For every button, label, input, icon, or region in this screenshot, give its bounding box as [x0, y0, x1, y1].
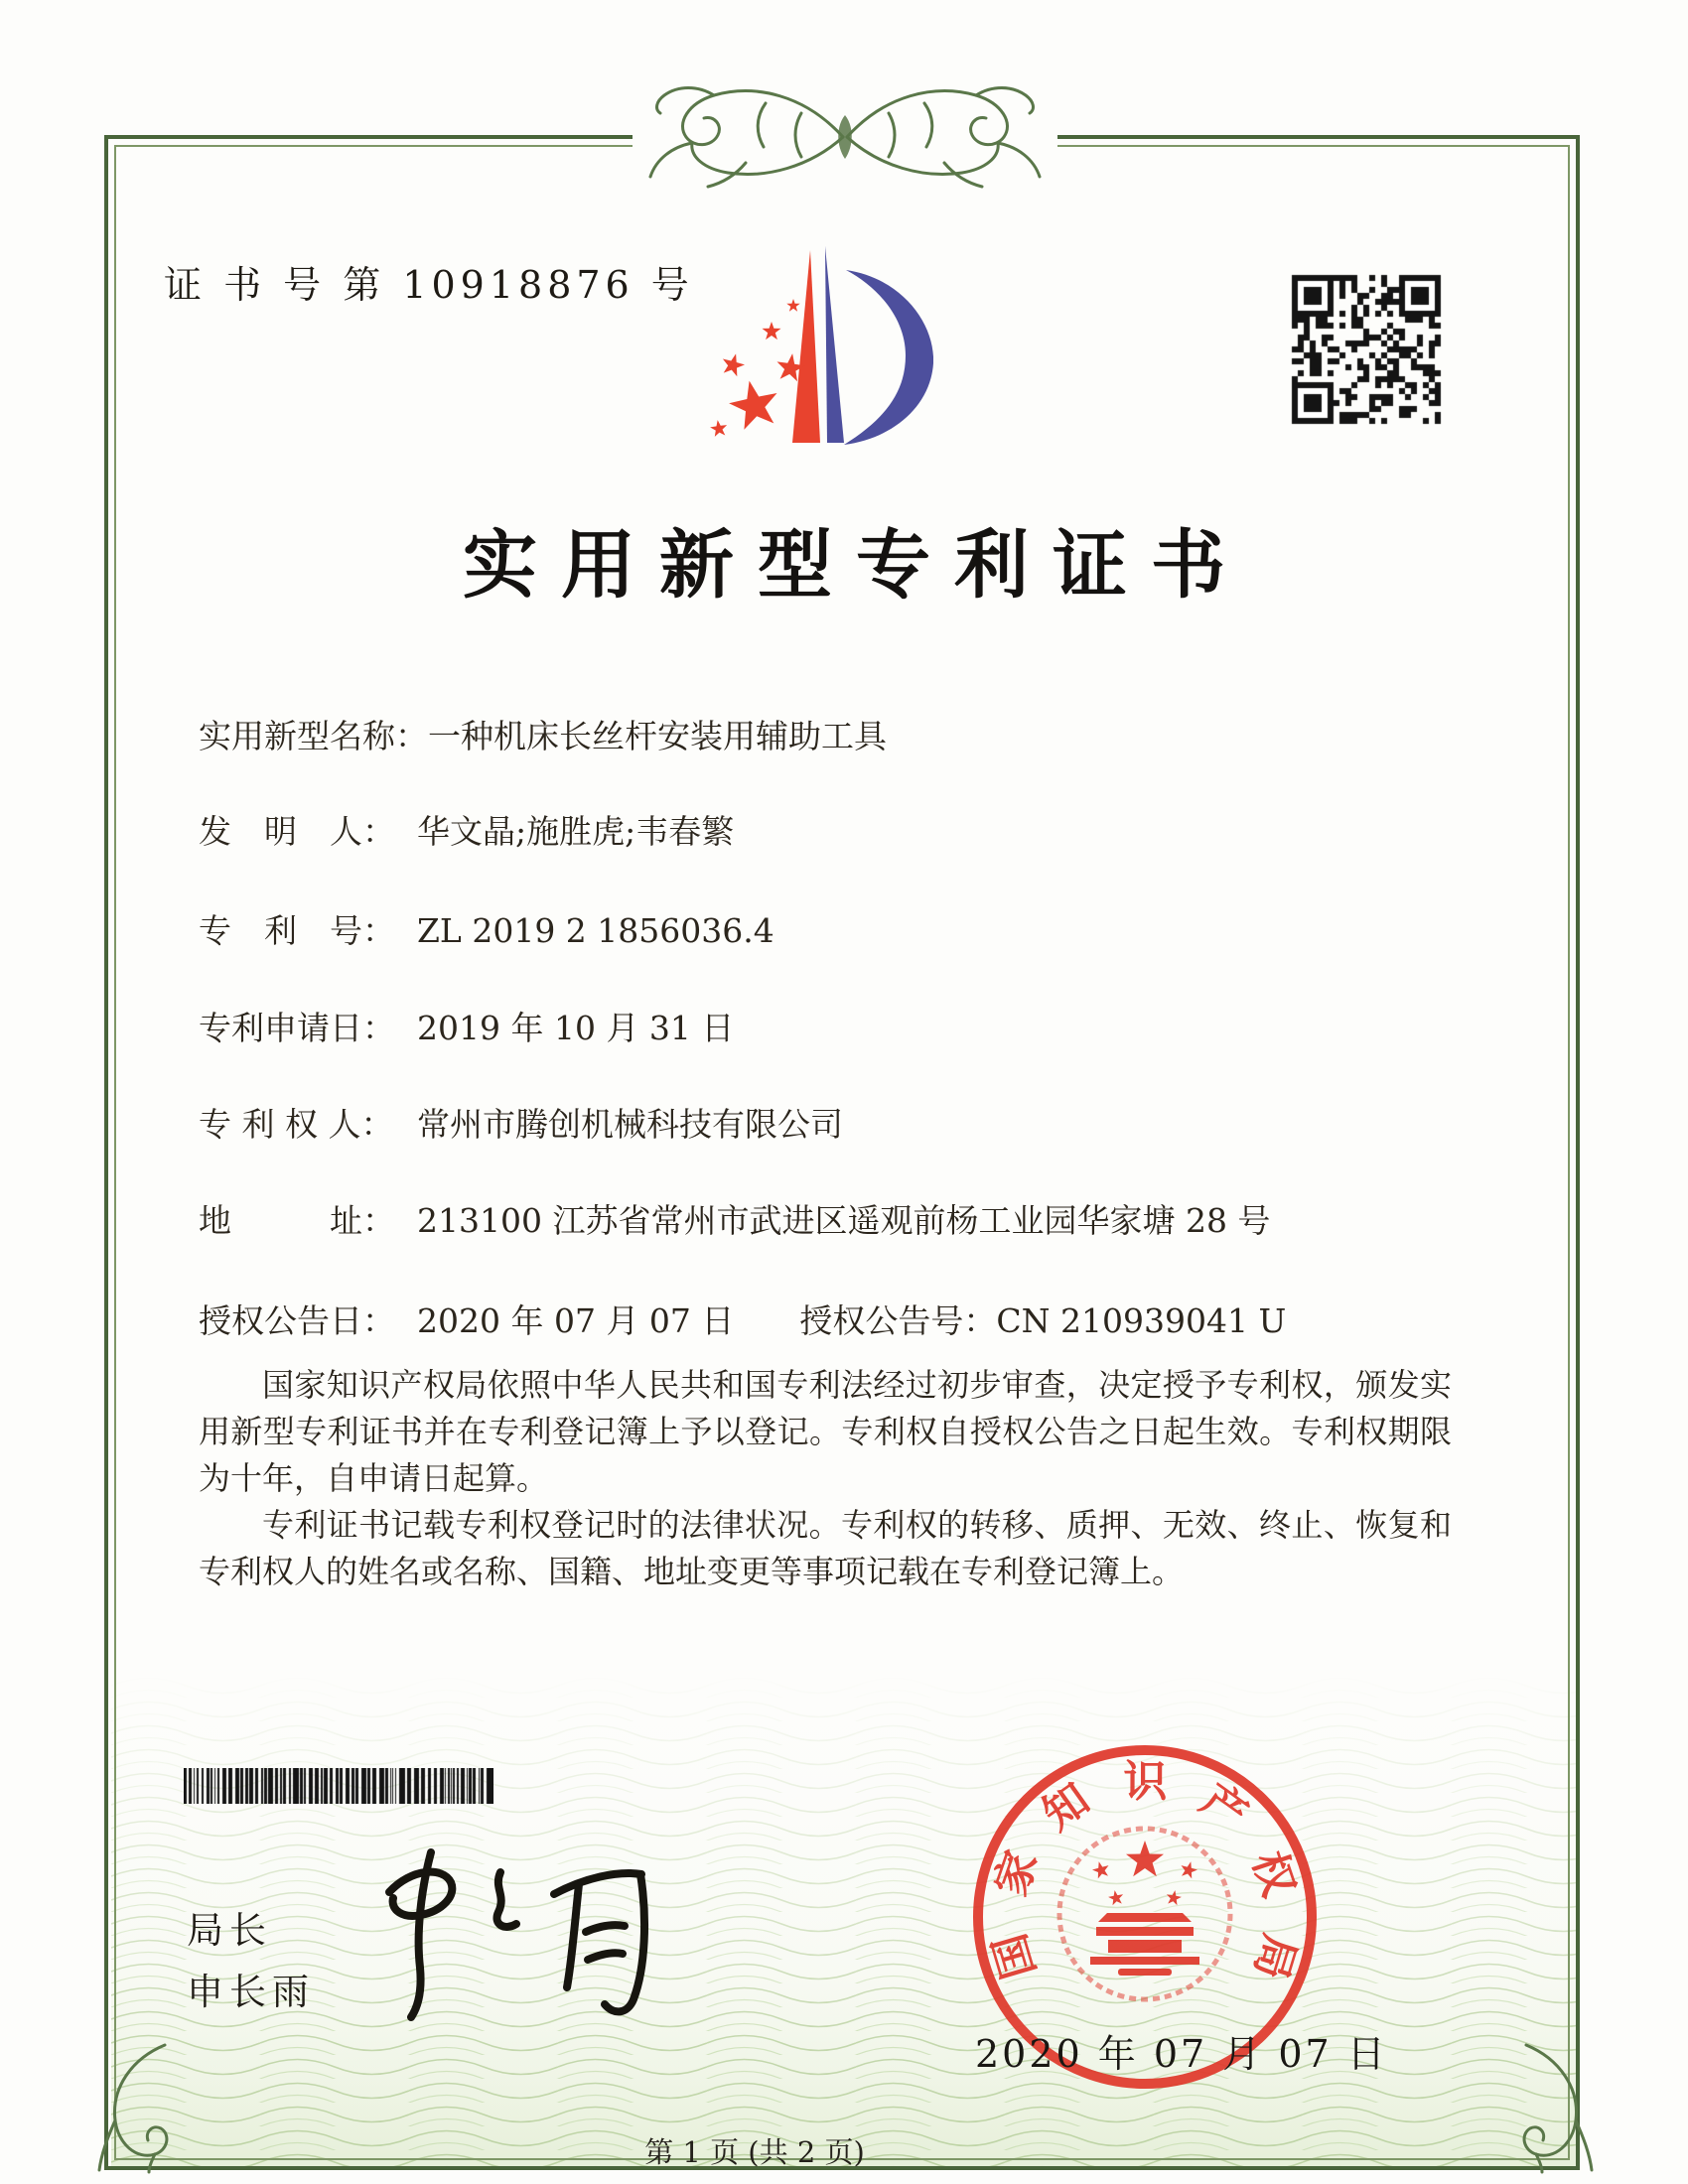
field-row-grant — [199, 1296, 1286, 1342]
field-row-utility-model-name — [199, 711, 887, 757]
field-label: 专利申请日： — [199, 1009, 395, 1047]
grant-number-value: CN 210939041 U — [996, 1301, 1287, 1340]
corner-flourish-icon — [1512, 2039, 1600, 2174]
cnipa-patent-logo-icon — [695, 244, 933, 448]
field-value: 一种机床长丝杆安装用辅助工具 — [428, 717, 887, 755]
field-label: 专 利 权 人： — [199, 1105, 394, 1144]
field-value: 2019 年 10 月 31 日 — [417, 1009, 735, 1047]
field-row-filing-date — [199, 1003, 734, 1049]
certificate-title: 实用新型专利证书 — [462, 521, 1249, 609]
field-value: 213100 江苏省常州市武进区遥观前杨工业园华家塘 28 号 — [417, 1201, 1271, 1240]
field-value: ZL 2019 2 1856036.4 — [417, 911, 774, 950]
national-emblem-icon — [1059, 1829, 1230, 1999]
field-row-patent-number — [199, 905, 774, 952]
field-value: 常州市腾创机械科技有限公司 — [417, 1105, 843, 1144]
barcode — [184, 1768, 493, 1804]
field-label: 专 利 号： — [199, 911, 395, 950]
grant-number-label: 授权公告号： — [799, 1301, 997, 1340]
field-row-address — [199, 1195, 1270, 1242]
certificate-number: 证 书 号 第 10918876 号 — [164, 263, 694, 307]
commissioner-signature — [350, 1839, 657, 2037]
body-paragraph: 专利证书记载专利权登记时的法律状况。专利权的转移、质押、无效、终止、恢复和专利权人的姓名或名称、国籍、地址变更等事项记载在专利登记簿上。 — [199, 1506, 1452, 1590]
corner-flourish-icon — [91, 2039, 179, 2174]
field-row-inventors — [199, 806, 734, 853]
qr-code — [1287, 270, 1446, 429]
grant-date-label: 授权公告日： — [199, 1301, 395, 1340]
seal-date: 2020 年 07 月 07 日 — [975, 2032, 1388, 2076]
grant-date-value: 2020 年 07 月 07 日 — [417, 1301, 735, 1340]
field-label: 发 明 人： — [199, 812, 395, 851]
field-label: 实用新型名称： — [199, 717, 428, 755]
page-footer: 第 1 页 (共 2 页) — [644, 2135, 865, 2169]
field-label: 地 址： — [199, 1201, 395, 1240]
commissioner-name: 申长雨 — [187, 1971, 315, 2013]
legal-text-block — [199, 1362, 1452, 1595]
top-scroll-ornament-icon — [607, 66, 1083, 214]
field-value: 华文晶;施胜虎;韦春繁 — [417, 812, 735, 851]
field-row-patentee — [199, 1099, 843, 1146]
body-paragraph: 国家知识产权局依照中华人民共和国专利法经过初步审查，决定授予专利权，颁发实用新型专利证书并在专利登记簿上予以登记。专利权自授权公告之日起生效。专利权期限为十年，自申请日起算。 — [199, 1366, 1452, 1497]
seal-agency-text: 国家知识产权局 — [984, 1756, 1306, 1985]
commissioner-title: 局长 — [187, 1909, 272, 1952]
